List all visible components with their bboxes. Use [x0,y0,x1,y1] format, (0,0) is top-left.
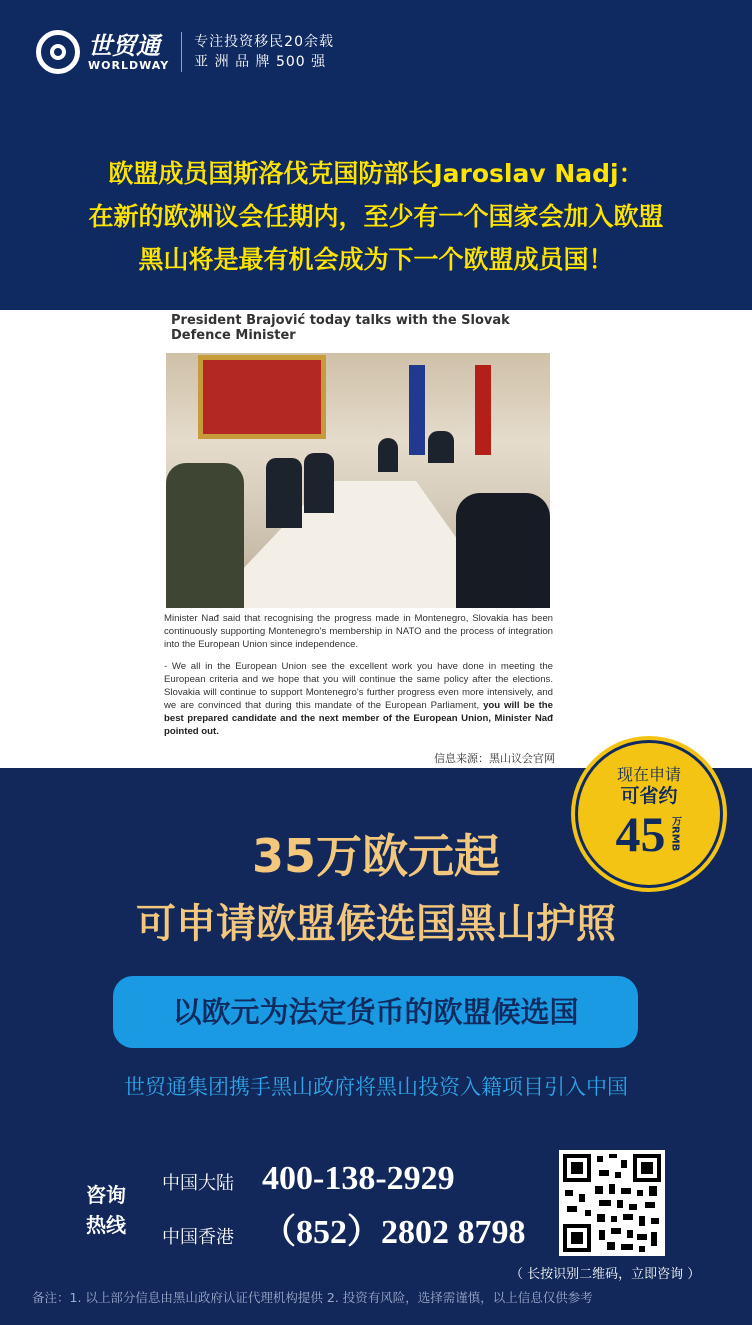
article-body [164,612,553,747]
badge-line1: 现在申请 [616,765,681,784]
phone-region-mainland: 中国大陆 [162,1173,234,1194]
eu-flag [409,365,425,455]
article-title: President Brajović today talks with the Slovak Defence Minister [171,313,510,343]
euro-candidate-banner: 以欧元为法定货币的欧盟候选国 [113,976,638,1048]
headline-line2: 在新的欧洲议会任期内，至少有一个国家会加入欧盟 [88,202,664,231]
qr-hint: （ 长按识别二维码，立即咨询 ） [510,1267,701,1282]
headline-line1: 欧盟成员国斯洛伐克国防部长Jaroslav Nadj： [108,159,644,188]
montenegro-flag [475,365,491,455]
slogan-line2: 亚 洲 品 牌 500 强 [194,54,327,70]
brand-name-en: WORLDWAY [88,58,170,72]
badge-unit: 万RMB [669,816,681,852]
phone-mainland-row [162,1160,455,1198]
slogan-line1: 专注投资移民20余载 [194,34,334,50]
badge-line2: 可省约 [620,785,678,807]
header-banner [0,0,752,310]
brand-slogan [194,32,334,72]
logo-divider [181,32,182,72]
brand-name-cn: 世贸通 [88,31,160,60]
price-heading: 35万欧元起 [251,829,500,883]
article-paragraph-2: - We all in the European Union see the excellent work you have done in meeting the European criteria and we hope that you will continue the same policy after the elections. Slovakia will continue to support Montenegro's further progress even more intensively, and we are convinced that during this mandate of the European Parliament, you will be the best prepared candidate and the next member of the European Union, Minister Nađ pointed out. [164,661,553,737]
badge-amount: 45 [615,806,666,862]
worldway-logo-icon [36,30,80,74]
phone-number-hongkong[interactable]: （852）2802 8798 [262,1214,526,1251]
qr-code-icon [559,1150,665,1256]
article-bold-quote: you will be the best prepared candidate and the next member of the European Union, Minister Nađ pointed out. [164,700,553,737]
phone-number-mainland[interactable]: 400-138-2929 [262,1160,455,1197]
phone-hongkong-row [162,1204,526,1253]
news-article-card [0,310,752,768]
headline [0,152,752,281]
qr-code[interactable] [559,1150,665,1256]
phone-region-hongkong: 中国香港 [162,1227,234,1248]
meeting-photo [166,353,550,608]
project-intro: 世贸通集团携手黑山政府将黑山投资入籍项目引入中国 [124,1075,628,1099]
article-source: 信息来源：黑山议会官网 [434,752,555,765]
passport-heading: 可申请欧盟候选国黑山护照 [136,901,616,947]
hotline-label: 咨询 热线 [86,1183,126,1237]
footnote: 备注：1. 以上部分信息由黑山政府认证代理机构提供 2. 投资有风险，选择需谨慎，以上信息仅供参考 [32,1290,593,1305]
brand-logo [36,30,334,74]
article-paragraph-1: Minister Nađ said that recognising the progress made in Montenegro, Slovakia has been continuously supporting Montenegro's membership in NATO and the process of integration into the European Union since independence. [164,613,553,650]
headline-line3: 黑山将是最有机会成为下一个欧盟成员国！ [138,245,614,274]
